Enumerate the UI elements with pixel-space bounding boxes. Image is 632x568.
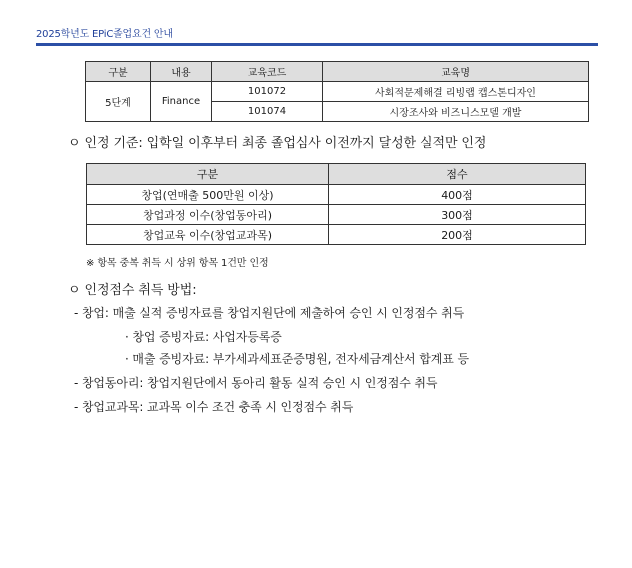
score-table-header xyxy=(87,164,586,185)
document-header-title: 2025학년도 EPiC졸업요건 안내 xyxy=(36,29,173,40)
header-category: 구분 xyxy=(87,164,329,185)
method-startup-evidence: · 창업 증빙자료: 사업자등록증 xyxy=(125,330,282,344)
course-name-cell: 사회적문제해결 리빙랩 캡스톤디자인 xyxy=(323,82,589,102)
score-cell: 400점 xyxy=(329,185,586,205)
category-cell: 창업교육 이수(창업교과목) xyxy=(87,225,329,245)
table-row xyxy=(86,82,589,102)
recognition-criteria: ㅇ 인정 기준: 입학일 이후부터 최종 졸업심사 이전까지 달성한 실적만 인정 xyxy=(68,136,487,151)
header-divider xyxy=(36,43,598,46)
table-row xyxy=(87,185,586,205)
method-startup: - 창업: 매출 실적 증빙자료를 창업지원단에 제출하여 승인 시 인정점수 취득 xyxy=(74,306,465,320)
course-name-cell: 시장조사와 비즈니스모델 개발 xyxy=(323,102,589,122)
category-cell: 창업과정 이수(창업동아리) xyxy=(87,205,329,225)
method-startup-course: - 창업교과목: 교과목 이수 조건 충족 시 인정점수 취득 xyxy=(74,400,354,414)
table-row xyxy=(87,205,586,225)
score-cell: 200점 xyxy=(329,225,586,245)
header-category: 구분 xyxy=(86,62,151,82)
content-cell: Finance xyxy=(151,82,212,122)
method-sales-evidence: · 매출 증빙자료: 부가세과세표준증명원, 전자세금계산서 합계표 등 xyxy=(125,352,469,366)
header-score: 점수 xyxy=(329,164,586,185)
header-content: 내용 xyxy=(151,62,212,82)
course-table-header xyxy=(86,62,589,82)
level-cell: 5단계 xyxy=(86,82,151,122)
duplicate-note: ※ 항목 중복 취득 시 상위 항목 1건만 인정 xyxy=(86,258,269,269)
category-cell: 창업(연매출 500만원 이상) xyxy=(87,185,329,205)
score-cell: 300점 xyxy=(329,205,586,225)
course-code-cell: 101074 xyxy=(212,102,323,122)
method-startup-club: - 창업동아리: 창업지원단에서 동아리 활동 실적 승인 시 인정점수 취득 xyxy=(74,376,438,390)
course-table xyxy=(85,61,589,122)
acquisition-method-title: ㅇ 인정점수 취득 방법: xyxy=(68,283,197,298)
score-table xyxy=(86,163,586,245)
header-course-name: 교육명 xyxy=(323,62,589,82)
table-row xyxy=(87,225,586,245)
course-code-cell: 101072 xyxy=(212,82,323,102)
header-course-code: 교육코드 xyxy=(212,62,323,82)
